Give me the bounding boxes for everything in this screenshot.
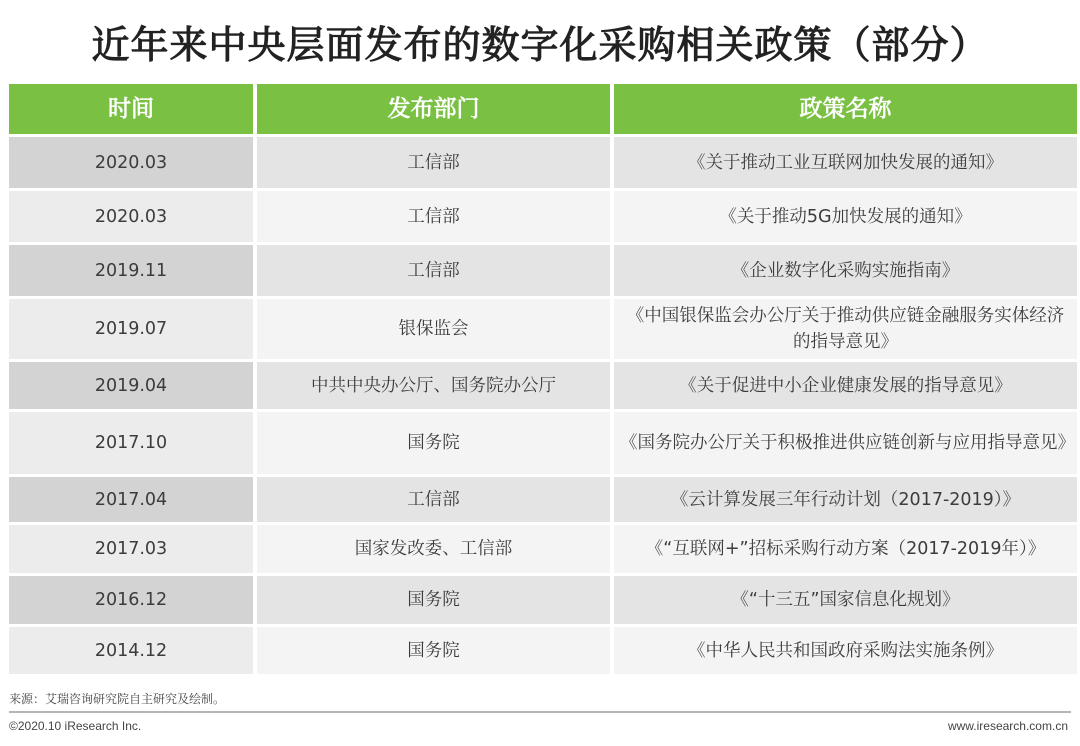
policy-cell: 《关于推动5G加快发展的通知》 [614, 191, 1077, 242]
column-header-department: 发布部门 [257, 84, 610, 134]
policy-cell: 《中国银保监会办公厅关于推动供应链金融服务实体经济的指导意见》 [614, 299, 1077, 359]
policy-cell: 《中华人民共和国政府采购法实施条例》 [614, 627, 1077, 674]
policy-table [9, 84, 1077, 674]
time-cell: 2020.03 [9, 191, 253, 242]
time-cell: 2016.12 [9, 576, 253, 624]
time-cell: 2019.07 [9, 299, 253, 359]
policy-cell: 《云计算发展三年行动计划（2017-2019）》 [614, 477, 1077, 522]
table-row [9, 627, 1077, 674]
department-cell: 工信部 [257, 477, 610, 522]
table-row [9, 191, 1077, 242]
policy-cell: 《关于推动工业互联网加快发展的通知》 [614, 137, 1077, 188]
column-header-policy: 政策名称 [614, 84, 1077, 134]
policy-cell: 《国务院办公厅关于积极推进供应链创新与应用指导意见》 [614, 412, 1077, 474]
table-row [9, 412, 1077, 474]
table-row [9, 299, 1077, 359]
footer-divider [9, 711, 1071, 713]
time-cell: 2014.12 [9, 627, 253, 674]
table-row [9, 576, 1077, 624]
department-cell: 工信部 [257, 245, 610, 296]
table-row [9, 477, 1077, 522]
department-cell: 国务院 [257, 576, 610, 624]
time-cell: 2017.10 [9, 412, 253, 474]
copyright-text: ©2020.10 iResearch Inc. [9, 719, 142, 733]
time-cell: 2020.03 [9, 137, 253, 188]
department-cell: 国务院 [257, 627, 610, 674]
department-cell: 工信部 [257, 137, 610, 188]
table-row [9, 525, 1077, 573]
department-cell: 国务院 [257, 412, 610, 474]
column-header-time: 时间 [9, 84, 253, 134]
table-row [9, 137, 1077, 188]
department-cell: 国家发改委、工信部 [257, 525, 610, 573]
time-cell: 2019.11 [9, 245, 253, 296]
policy-cell: 《关于促进中小企业健康发展的指导意见》 [614, 362, 1077, 409]
page-title: 近年来中央层面发布的数字化采购相关政策（部分） [91, 23, 989, 67]
website-text: www.iresearch.com.cn [947, 719, 1068, 733]
time-cell: 2017.04 [9, 477, 253, 522]
policy-cell: 《企业数字化采购实施指南》 [614, 245, 1077, 296]
source-note: 来源：艾瑞咨询研究院自主研究及绘制。 [9, 692, 226, 706]
policy-cell: 《“十三五”国家信息化规划》 [614, 576, 1077, 624]
table-row [9, 245, 1077, 296]
time-cell: 2017.03 [9, 525, 253, 573]
table-row [9, 362, 1077, 409]
time-cell: 2019.04 [9, 362, 253, 409]
department-cell: 中共中央办公厅、国务院办公厅 [257, 362, 610, 409]
department-cell: 银保监会 [257, 299, 610, 359]
table-header-row [9, 84, 1077, 134]
policy-cell: 《“互联网+”招标采购行动方案（2017-2019年）》 [614, 525, 1077, 573]
department-cell: 工信部 [257, 191, 610, 242]
